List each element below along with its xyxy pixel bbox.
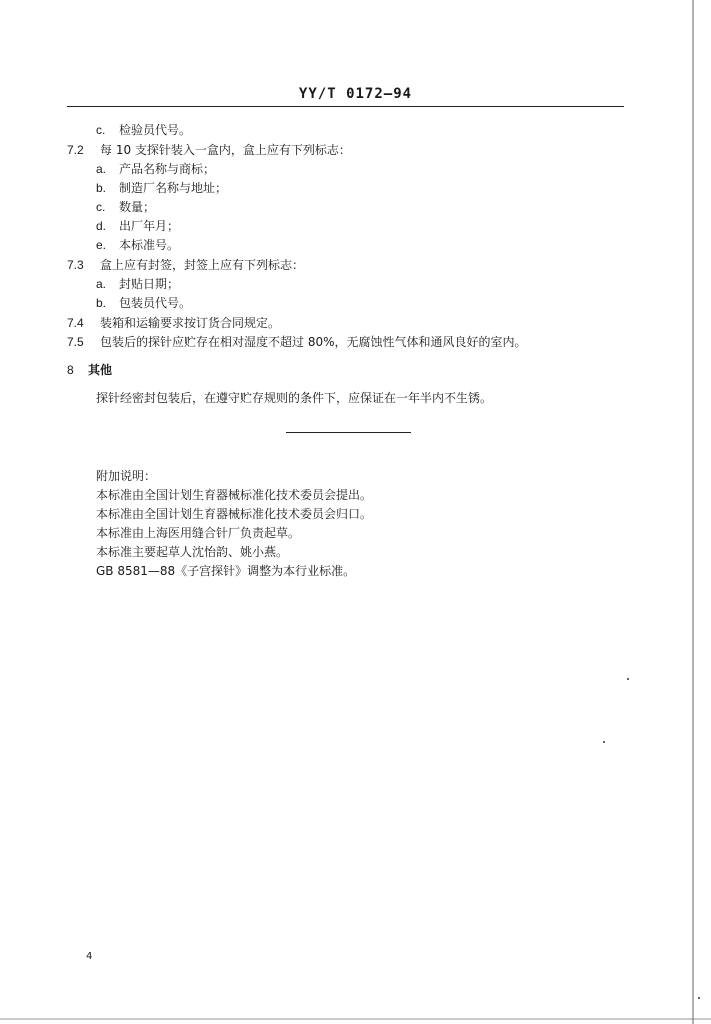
page-number: 4 bbox=[86, 951, 93, 962]
item-label: b. bbox=[96, 296, 107, 310]
scan-speck bbox=[698, 997, 700, 999]
section-title: 其他 bbox=[88, 363, 113, 377]
scan-speck bbox=[603, 741, 605, 743]
clause-text: 每 10 支探针装入一盒内，盒上应有下列标志： bbox=[100, 143, 351, 157]
note-line: 本标准由全国计划生育器械标准化技术委员会归口。 bbox=[96, 507, 373, 521]
item-text: 出厂年月； bbox=[119, 219, 180, 233]
item-label: e. bbox=[96, 238, 107, 252]
header-rule bbox=[67, 106, 624, 107]
item-text: 包装员代号。 bbox=[119, 296, 192, 310]
clause-number: 7.4 bbox=[67, 316, 84, 330]
scan-border-right bbox=[692, 0, 694, 1024]
clause-number: 7.2 bbox=[67, 143, 84, 157]
scan-speck bbox=[627, 678, 629, 680]
item-label: a. bbox=[96, 162, 107, 176]
item-text: 产品名称与商标； bbox=[119, 162, 216, 176]
item-label: c. bbox=[96, 123, 106, 137]
note-line: 本标准主要起草人沈怡韵、姚小燕。 bbox=[96, 545, 289, 559]
clause-number: 7.5 bbox=[67, 335, 84, 349]
note-line: 本标准由上海医用缝合针厂负责起草。 bbox=[96, 526, 301, 540]
item-text: 本标准号。 bbox=[119, 238, 180, 252]
notes-heading: 附加说明： bbox=[96, 469, 157, 483]
item-text: 数量； bbox=[119, 200, 156, 214]
end-separator bbox=[286, 432, 411, 433]
section-number: 8 bbox=[67, 363, 74, 377]
scan-border-bottom bbox=[0, 1018, 711, 1020]
item-label: c. bbox=[96, 200, 106, 214]
item-text: 检验员代号。 bbox=[119, 123, 192, 137]
item-label: b. bbox=[96, 181, 107, 195]
note-line: 本标准由全国计划生育器械标准化技术委员会提出。 bbox=[96, 488, 373, 502]
clause-number: 7.3 bbox=[67, 258, 84, 272]
item-text: 封贴日期； bbox=[119, 277, 180, 291]
standard-code-header: YY/T 0172—94 bbox=[298, 86, 413, 102]
clause-text: 装箱和运输要求按订货合同规定。 bbox=[100, 316, 281, 330]
section-body: 探针经密封包装后，在遵守贮存规则的条件下，应保证在一年半内不生锈。 bbox=[96, 391, 493, 405]
item-label: a. bbox=[96, 277, 107, 291]
item-label: d. bbox=[96, 219, 107, 233]
clause-text: 包装后的探针应贮存在相对湿度不超过 80%，无腐蚀性气体和通风良好的室内。 bbox=[100, 335, 527, 349]
clause-text: 盒上应有封签，封签上应有下列标志： bbox=[100, 258, 305, 272]
note-line: GB 8581—88《子宫探针》调整为本行业标准。 bbox=[96, 564, 356, 578]
item-text: 制造厂名称与地址； bbox=[119, 181, 228, 195]
